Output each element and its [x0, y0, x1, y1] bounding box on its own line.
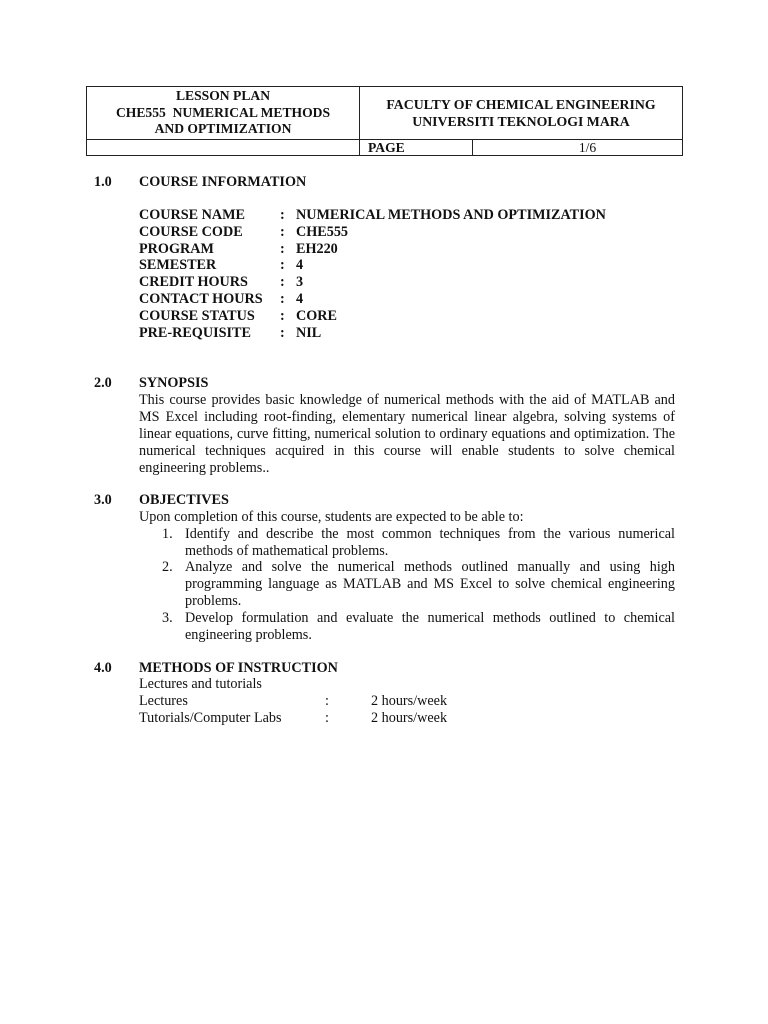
course-info-colon: :	[280, 240, 285, 257]
course-title-line: CHE555 NUMERICAL METHODS	[115, 104, 331, 120]
course-info-key: SEMESTER	[139, 257, 217, 274]
section-title-synopsis: SYNOPSIS	[139, 375, 209, 391]
methods-key: Tutorials/Computer Labs	[139, 709, 282, 726]
methods-colon: :	[325, 692, 329, 709]
objective-text: Identify and describe the most common techniques from the various numerical methods of mathematical problems.	[185, 525, 675, 559]
objective-text: Develop formulation and evaluate the numerical methods outlined to chemical engineering problems.	[185, 609, 675, 643]
methods-value: 2 hours/week	[371, 692, 448, 709]
objective-item	[139, 559, 675, 609]
objective-number: 3.	[162, 609, 173, 626]
section-title-objectives: OBJECTIVES	[139, 492, 229, 508]
course-info-value: EH220	[296, 240, 338, 257]
course-info-colon: :	[280, 290, 285, 307]
course-info-colon: :	[280, 207, 285, 223]
faculty-cell	[360, 87, 683, 140]
course-info-key: CREDIT HOURS	[139, 274, 248, 291]
course-info-value: CORE	[296, 307, 337, 324]
objective-text: Analyze and solve the numerical methods outlined manually and using high programming language as MATLAB and MS Excel to solve chemical engineering problems.	[185, 559, 675, 609]
course-title-line-2: AND OPTIMIZATION	[154, 121, 292, 137]
objective-number: 2.	[162, 559, 173, 576]
section-number-course-info: 1.0	[94, 174, 112, 190]
course-info-value: 3	[296, 274, 304, 291]
empty-cell	[87, 140, 360, 156]
section-number-synopsis: 2.0	[94, 375, 112, 391]
course-info-value: 4	[296, 257, 304, 274]
course-info-value: NUMERICAL METHODS AND OPTIMIZATION	[296, 207, 606, 223]
course-info-value: 4	[296, 290, 304, 307]
section-title-methods: METHODS OF INSTRUCTION	[139, 660, 338, 676]
methods-key: Lectures	[139, 692, 188, 709]
methods-row	[139, 709, 448, 727]
course-info-colon: :	[280, 324, 285, 341]
course-info-key: CONTACT HOURS	[139, 290, 263, 307]
course-info-key: COURSE STATUS	[139, 307, 255, 324]
header-table	[86, 86, 683, 156]
methods-row	[139, 692, 448, 710]
page-number: 1/6	[473, 140, 683, 156]
methods-intro: Lectures and tutorials	[139, 676, 262, 692]
methods-colon: :	[325, 709, 329, 726]
objective-number: 1.	[162, 525, 173, 542]
course-info-colon: :	[280, 257, 285, 274]
section-title-course-info: COURSE INFORMATION	[139, 174, 307, 190]
course-info-key: COURSE CODE	[139, 223, 243, 240]
course-info-key: PROGRAM	[139, 240, 214, 257]
objective-item	[139, 610, 675, 644]
page-label: PAGE	[360, 140, 473, 156]
faculty-name: FACULTY OF CHEMICAL ENGINEERING	[386, 97, 656, 112]
synopsis-text: This course provides basic knowledge of numerical methods with the aid of MATLAB and MS Excel including root-finding, elementary numerical linear algebra, solving systems of linear equations, curve fitting, numerical solution to ordinary equations and optimization. The numerical techniques acquired in this course will enable students to solve chemical engineering problems..	[139, 392, 675, 476]
section-number-objectives: 3.0	[94, 492, 112, 508]
objectives-intro: Upon completion of this course, students are expected to be able to:	[139, 509, 524, 525]
objective-item	[139, 526, 675, 560]
methods-list	[139, 676, 448, 726]
section-number-methods: 4.0	[94, 660, 112, 676]
course-info-key: PRE-REQUISITE	[139, 324, 251, 341]
lesson-plan-title: LESSON PLAN	[175, 88, 271, 104]
methods-value: 2 hours/week	[371, 709, 448, 726]
course-info-value: NIL	[296, 324, 322, 341]
course-info-key: COURSE NAME	[139, 207, 246, 223]
objectives-list	[139, 509, 675, 643]
course-info-value: CHE555	[296, 223, 349, 240]
university-name: UNIVERSITI TEKNOLOGI MARA	[412, 114, 630, 129]
course-info-colon: :	[280, 307, 285, 324]
course-info-colon: :	[280, 274, 285, 291]
course-info-colon: :	[280, 223, 285, 240]
lesson-plan-cell	[87, 87, 360, 140]
